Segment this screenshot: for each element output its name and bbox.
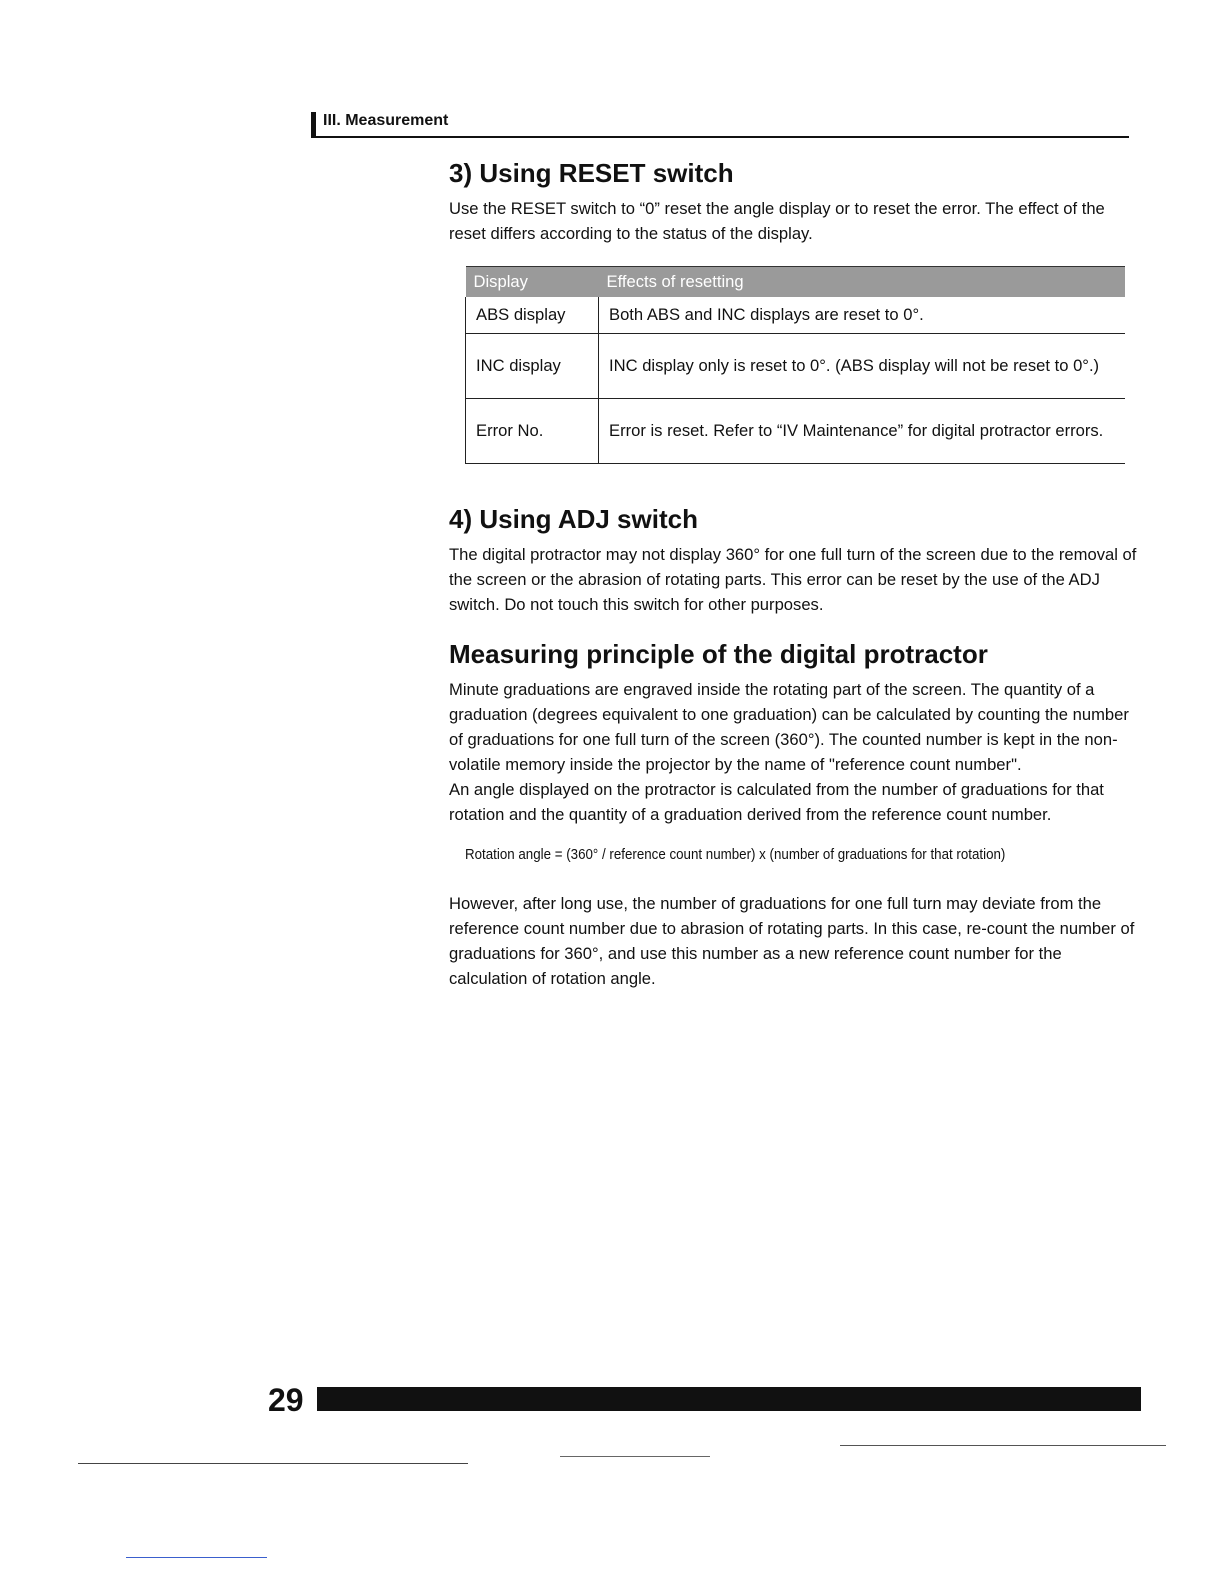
scan-line bbox=[840, 1445, 1166, 1446]
scan-line bbox=[560, 1456, 710, 1457]
table-row bbox=[466, 399, 1126, 464]
reset-heading: 3) Using RESET switch bbox=[449, 158, 734, 188]
principle-heading: Measuring principle of the digital protractor bbox=[449, 639, 988, 669]
table-header-display: Display bbox=[466, 267, 599, 298]
reset-intro: Use the RESET switch to “0” reset the angle display or to reset the error. The effect of the reset differs according to the status of the display. bbox=[449, 199, 1105, 243]
footer-bar bbox=[317, 1387, 1141, 1411]
table-row bbox=[466, 297, 1126, 334]
table-row bbox=[466, 334, 1126, 399]
principle-section bbox=[449, 637, 1139, 991]
table-cell-effect: Error is reset. Refer to “IV Maintenance” for digital protractor errors. bbox=[599, 399, 1126, 464]
principle-para-2: An angle displayed on the protractor is calculated from the number of graduations for that rotation and the quantity of a graduation derived from the reference count number. bbox=[449, 780, 1104, 824]
section-title: III. Measurement bbox=[323, 112, 449, 129]
scan-line bbox=[126, 1557, 267, 1558]
table-cell-effect: INC display only is reset to 0°. (ABS display will not be reset to 0°.) bbox=[599, 334, 1126, 399]
page-header bbox=[311, 110, 1129, 140]
adj-section bbox=[449, 502, 1139, 617]
adj-heading: 4) Using ADJ switch bbox=[449, 504, 698, 534]
table-header-effects: Effects of resetting bbox=[599, 267, 1126, 298]
table-cell-display: INC display bbox=[466, 334, 599, 399]
principle-para-3: However, after long use, the number of graduations for one full turn may deviate from the reference count number due to abrasion of rotating parts. In this case, re-count the number of graduations for 360°, and use this number as a new reference count number for the calculation of rotation angle. bbox=[449, 894, 1135, 988]
reset-effects-table bbox=[465, 266, 1125, 464]
table-cell-display: Error No. bbox=[466, 399, 599, 464]
scan-line bbox=[78, 1463, 468, 1464]
main-content bbox=[449, 156, 1139, 991]
rotation-formula: Rotation angle = (360° / reference count number) x (number of graduations for that rotation) bbox=[465, 847, 1006, 863]
table-header-row bbox=[466, 267, 1126, 298]
header-marker bbox=[311, 112, 316, 136]
principle-para-1: Minute graduations are engraved inside the rotating part of the screen. The quantity of a graduation (degrees equivalent to one graduation) can be calculated by counting the number of graduations for one full turn of the screen (360°). The counted number is kept in the non-volatile memory inside the projector by the name of "reference count number". bbox=[449, 680, 1129, 774]
table-cell-effect: Both ABS and INC displays are reset to 0°. bbox=[599, 297, 1126, 334]
table-cell-display: ABS display bbox=[466, 297, 599, 334]
page-number: 29 bbox=[268, 1382, 304, 1418]
header-rule bbox=[311, 136, 1129, 138]
adj-body: The digital protractor may not display 360° for one full turn of the screen due to the removal of the screen or the abrasion of rotating parts. This error can be reset by the use of the ADJ switch. Do not touch this switch for other purposes. bbox=[449, 545, 1137, 614]
